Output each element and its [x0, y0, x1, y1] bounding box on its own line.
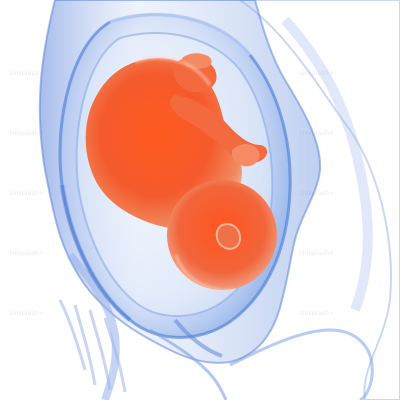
- watermark-10: Unsplash+: [300, 310, 335, 317]
- watermark-5: Unsplash+: [10, 190, 45, 197]
- watermark-2: Unsplash+: [300, 70, 335, 77]
- watermark-9: Unsplash+: [10, 310, 45, 317]
- watermark-4: Unsplash+: [300, 130, 335, 137]
- watermark-8: Unsplash+: [300, 250, 335, 257]
- watermark-6: Unsplash+: [300, 190, 335, 197]
- fetus-ear: [217, 224, 240, 249]
- watermark-7: Unsplash+: [10, 250, 45, 257]
- watermark-1: Unsplash+: [10, 70, 45, 77]
- watermark-3: Unsplash+: [10, 130, 45, 137]
